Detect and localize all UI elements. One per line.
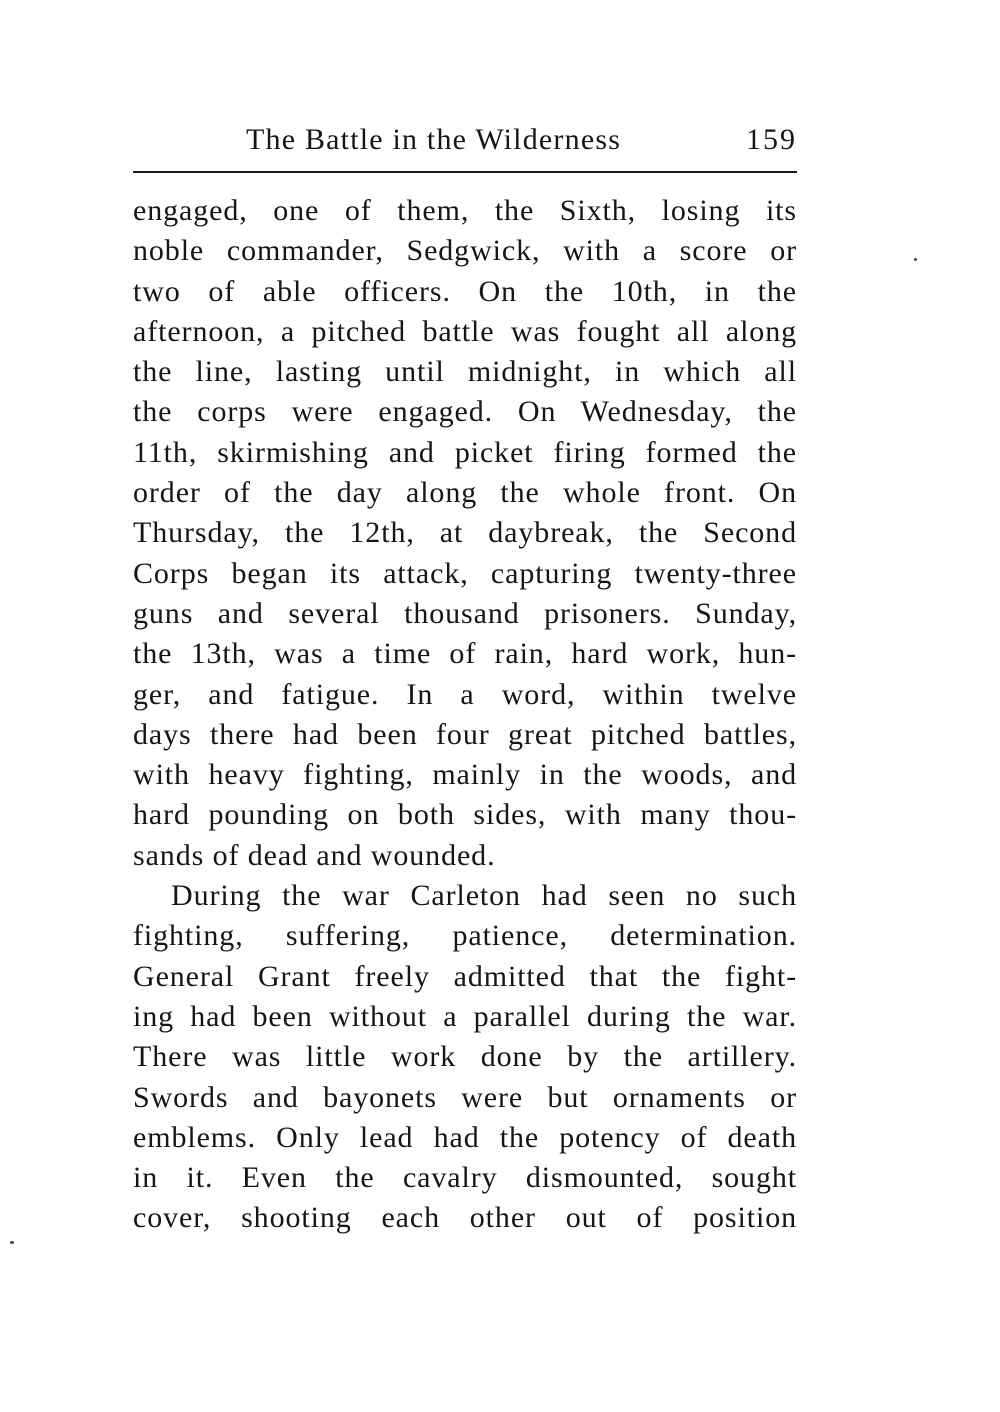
text-line: the line, lasting until midnight, in which all bbox=[133, 355, 797, 389]
text-line: During the war Carleton had seen no such bbox=[171, 879, 797, 913]
text-line: guns and several thousand prisoners. Sunday, bbox=[133, 596, 797, 630]
text-line: hard pounding on both sides, with many thou- bbox=[133, 798, 797, 832]
text-line: ger, and fatigue. In a word, within twelve bbox=[133, 677, 797, 711]
text-line: afternoon, a pitched battle was fought all along bbox=[133, 314, 797, 348]
text-line: engaged, one of them, the Sixth, losing its bbox=[133, 194, 797, 227]
page-body bbox=[133, 191, 797, 1239]
margin-speck bbox=[10, 1241, 14, 1244]
text-line: Thursday, the 12th, at daybreak, the Second bbox=[133, 516, 797, 550]
text-line: the corps were engaged. On Wednesday, the bbox=[133, 395, 797, 429]
running-title: The Battle in the Wilderness bbox=[246, 123, 622, 156]
text-line: order of the day along the whole front. On bbox=[133, 476, 797, 510]
text-line: General Grant freely admitted that the fight- bbox=[133, 959, 797, 993]
text-line: 11th, skirmishing and picket firing formed the bbox=[133, 435, 797, 469]
text-line: cover, shooting each other out of position bbox=[133, 1201, 797, 1235]
text-line: Corps began its attack, capturing twenty-three bbox=[133, 556, 797, 590]
page-number: 159 bbox=[746, 123, 797, 156]
margin-speck bbox=[914, 258, 917, 261]
text-line: fighting, suffering, patience, determination. bbox=[133, 919, 797, 953]
text-line: Swords and bayonets were but ornaments or bbox=[133, 1080, 797, 1114]
running-header bbox=[133, 120, 797, 164]
text-line: emblems. Only lead had the potency of death bbox=[133, 1120, 797, 1154]
paragraph-1 bbox=[133, 191, 797, 876]
text-line: in it. Even the cavalry dismounted, sought bbox=[133, 1161, 797, 1195]
text-line: ing had been without a parallel during the war. bbox=[133, 999, 797, 1033]
text-line: noble commander, Sedgwick, with a score or bbox=[133, 234, 797, 268]
text-line: the 13th, was a time of rain, hard work, hun- bbox=[133, 637, 797, 671]
text-line: There was little work done by the artillery. bbox=[133, 1040, 797, 1074]
text-line: days there had been four great pitched battles, bbox=[133, 717, 797, 751]
text-line: two of able officers. On the 10th, in the bbox=[133, 274, 797, 308]
header-rule bbox=[133, 171, 797, 173]
text-line: with heavy fighting, mainly in the woods, and bbox=[133, 758, 797, 792]
paragraph-2 bbox=[133, 876, 797, 1239]
text-line: sands of dead and wounded. bbox=[133, 838, 496, 872]
